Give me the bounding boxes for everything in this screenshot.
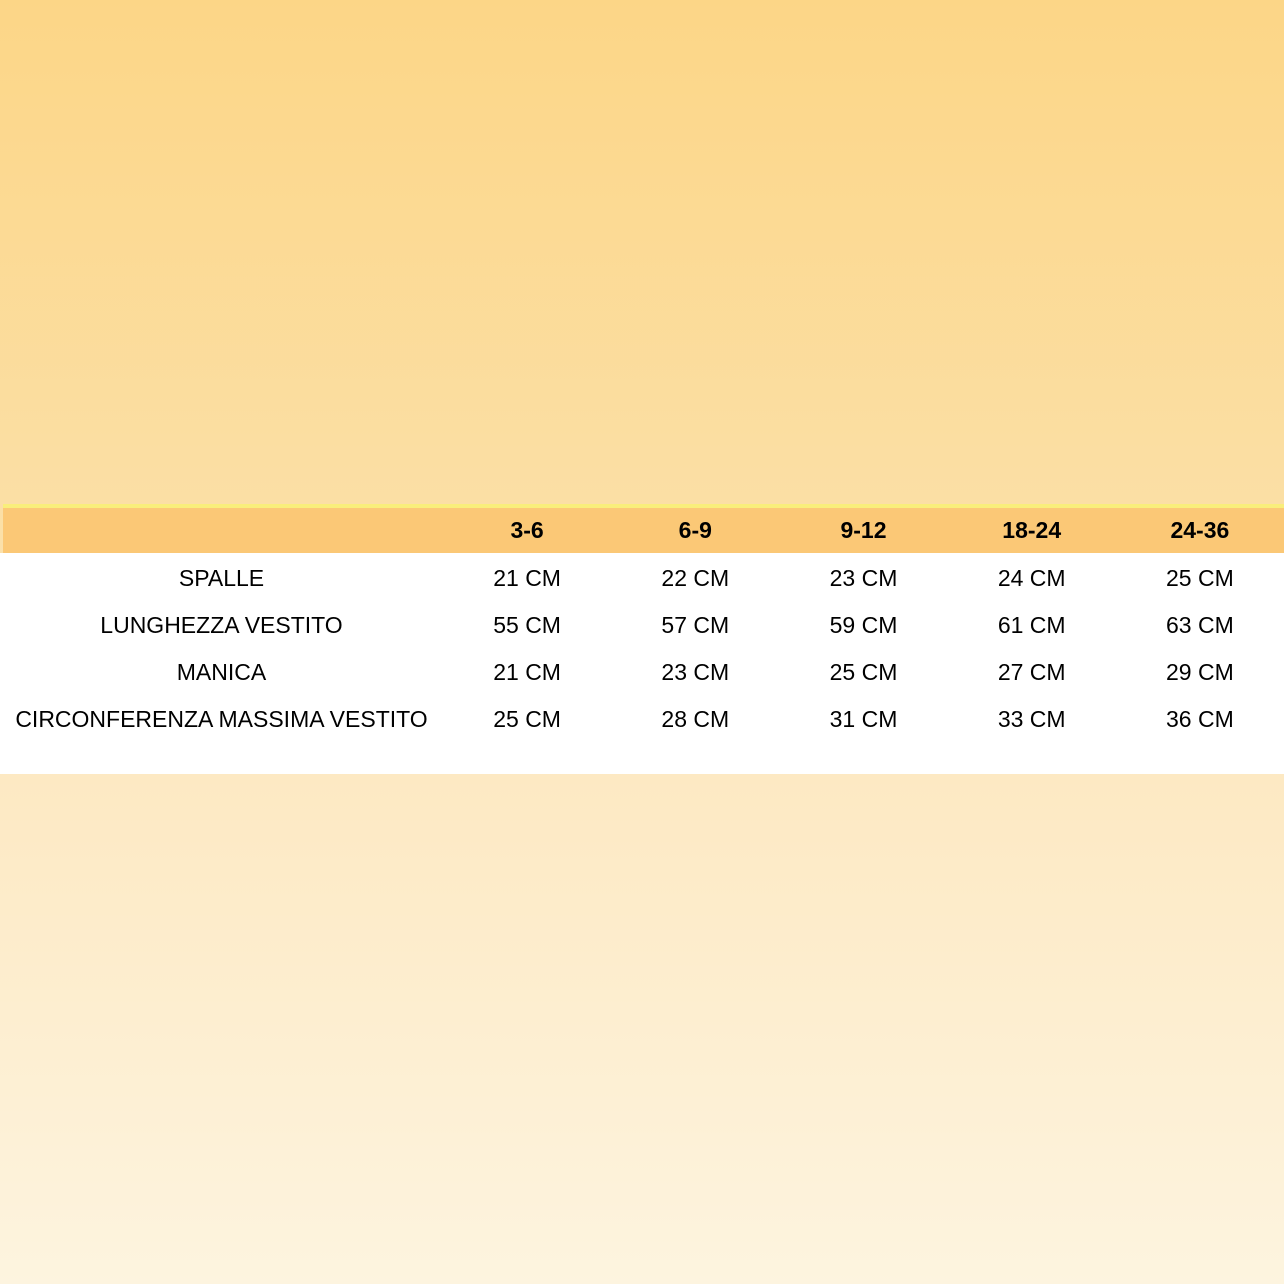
value-cell: 29 CM [1166,659,1234,685]
value-cell: 36 CM [1166,706,1234,732]
value-cell: 27 CM [997,659,1066,685]
value-cell: 23 CM [661,659,730,685]
value-cell: 22 CM [661,565,730,591]
size-table-body [0,553,1284,774]
table-row-spalle [0,555,1284,602]
table-row-circonferenza-massima-vestito [0,696,1284,743]
row-label: MANICA [176,659,267,685]
header-cell-size-9-12: 9-12 [840,517,887,543]
value-cell: 23 CM [829,565,898,591]
value-cell: 25 CM [493,706,561,732]
table-row-lunghezza-vestito [0,602,1284,649]
value-cell: 33 CM [997,706,1066,732]
table-row-manica [0,649,1284,696]
value-cell: 21 CM [493,659,561,685]
value-cell: 55 CM [493,612,561,638]
value-cell: 59 CM [829,612,898,638]
value-cell: 31 CM [829,706,898,732]
header-cell-size-3-6: 3-6 [510,517,544,543]
row-label: CIRCONFERENZA MASSIMA VESTITO [15,706,428,732]
value-cell: 21 CM [493,565,561,591]
size-header-row [3,508,1284,553]
header-cell-size-6-9: 6-9 [678,517,712,543]
value-cell: 25 CM [1166,565,1234,591]
value-cell: 57 CM [661,612,730,638]
value-cell: 25 CM [829,659,898,685]
header-cell-size-18-24: 18-24 [1002,517,1062,543]
value-cell: 24 CM [997,565,1066,591]
value-cell: 28 CM [661,706,730,732]
row-label: SPALLE [178,565,265,591]
value-cell: 63 CM [1166,612,1234,638]
value-cell: 61 CM [997,612,1066,638]
header-cell-size-24-36: 24-36 [1170,517,1230,543]
size-chart-table [0,504,1284,774]
row-label: LUNGHEZZA VESTITO [100,612,343,638]
